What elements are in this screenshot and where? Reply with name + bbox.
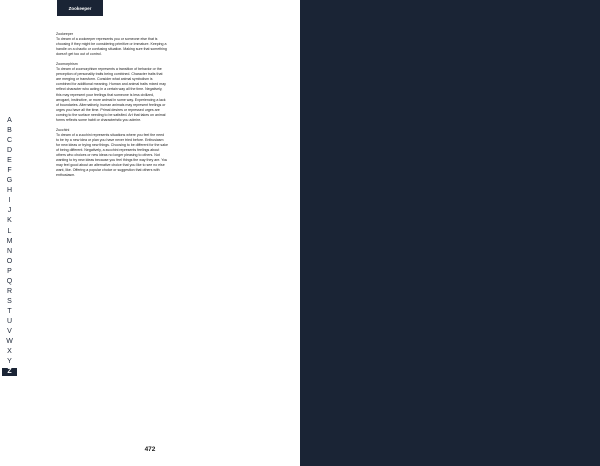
entry-zoomorphism [56, 62, 168, 123]
index-letter-t[interactable]: T [7, 307, 12, 315]
entry-zucchini [56, 128, 168, 178]
index-letter-c[interactable]: C [6, 137, 13, 145]
entry-body: To dream of a zookeeper represents you or someone else that is choosing if they might be considering primitive or immature. Keeping a handle on a chaotic or confusing situation. Making sure that something doesn't get too out of control. [56, 37, 167, 57]
index-letter-r[interactable]: R [6, 287, 13, 295]
entry-zookeeper [56, 32, 168, 57]
right-page-background [300, 0, 600, 466]
index-letter-m[interactable]: M [6, 237, 13, 245]
index-letter-u[interactable]: U [6, 317, 13, 325]
index-letter-f[interactable]: F [7, 167, 12, 175]
index-letter-e[interactable]: E [7, 157, 12, 165]
dictionary-entries [56, 32, 168, 183]
index-letter-n[interactable]: N [6, 247, 13, 255]
index-letter-i[interactable]: I [8, 197, 11, 205]
entry-title: Zucchini [56, 127, 70, 132]
index-letter-s[interactable]: S [7, 297, 12, 305]
index-letter-o[interactable]: O [6, 257, 13, 265]
index-letter-k[interactable]: K [7, 217, 12, 225]
index-letter-z-active[interactable]: Z [2, 368, 17, 376]
index-letter-h[interactable]: H [6, 187, 13, 195]
index-letter-w[interactable]: W [6, 338, 13, 346]
section-tab: Zookeeper [57, 0, 103, 16]
index-letter-a[interactable]: A [7, 117, 12, 124]
entry-title: Zoomorphism [56, 62, 78, 67]
index-letter-d[interactable]: D [6, 147, 13, 155]
index-letter-y[interactable]: Y [7, 358, 12, 366]
index-letter-j[interactable]: J [7, 207, 12, 215]
index-letter-l[interactable]: L [7, 227, 12, 235]
index-letter-q[interactable]: Q [6, 277, 13, 285]
index-letter-x[interactable]: X [7, 348, 12, 356]
index-letter-p[interactable]: P [7, 267, 12, 275]
index-letter-b[interactable]: B [7, 127, 12, 135]
alphabet-index [2, 116, 17, 376]
entry-title: Zookeeper [56, 32, 74, 36]
index-letter-g[interactable]: G [6, 177, 13, 185]
index-letter-v[interactable]: V [7, 327, 12, 335]
page-number: 472 [144, 446, 156, 453]
entry-body: To dream of zoomorphism represents a transition of behavior or the perception of personality traits being combined. Character traits that are merging or transform. Consider what animal symbolism is combined for additional meaning. Human and animal traits mixed may reflect character who acting in a certain way all the time. Negatively, this may represent your feelings that someone is less civilized, arrogant, instinctive, or more animal in some way. Experiencing a lack of boundaries. Alternatively, human animals may represent feelings or urges you have all the time. Primal desires or repressed urges are coming to the surface needing to be satisfied. Art that takes on animal forms reflects some habit or characteristic you admire. [56, 67, 166, 122]
entry-body: To dream of a zucchini represents situations where you feel the need to be try a new idea or plan you have never tried before. Enthusiasm for new ideas or trying new things. Choosing to be different for the sake of being different. Negatively, a zucchini represents feelings about others who choices or new ideas no longer pleasing to others. Not wanting to try new ideas because you feel things the way they are. You may feel good about an alternative choice that you like to see no else want, like. Offering a popular choice or suggestion that others with enthusiasm. [56, 132, 168, 178]
